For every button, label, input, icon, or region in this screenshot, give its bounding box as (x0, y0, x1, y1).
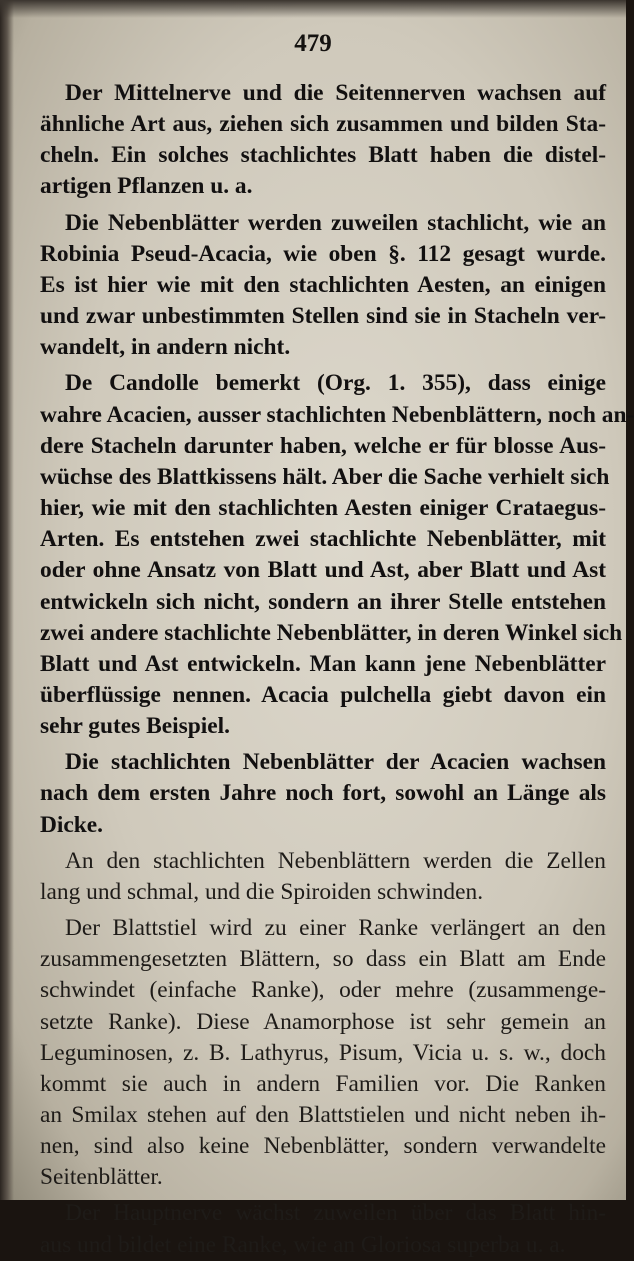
text-line: und zwar unbestimmten Stellen sind sie in Stacheln ver- (40, 303, 606, 330)
text-line: wandelt, in andern nicht. (40, 334, 291, 361)
text-line: Seitenblätter. (40, 1164, 163, 1191)
text-line: Der Blattstiel wird zu einer Ranke verlängert an den (65, 915, 606, 942)
text-line: aus und bildet eine Ranke, wie an Gloriosa superba u. a. (40, 1231, 566, 1258)
text-line: dere Stacheln darunter haben, welche er für blosse Aus- (40, 432, 606, 459)
text-line: überflüssige nennen. Acacia pulchella giebt davon ein (40, 681, 606, 708)
text-line: hier, wie mit den stachlichten Aesten einiger Crataegus- (40, 495, 606, 522)
text-line: wüchse des Blattkissens hält. Aber die Sache verhielt sich (40, 463, 610, 490)
paragraph-5 (40, 846, 606, 908)
text-line: Der Mittelnerve und die Seitennerven wachsen auf (65, 80, 606, 106)
text-line: lang und schmal, und die Spiroiden schwinden. (40, 878, 484, 905)
paragraph-4 (40, 747, 606, 840)
text-line: kommt sie auch in andern Familien vor. Die Ranken (40, 1070, 606, 1097)
text-line: wahre Acacien, ausser stachlichten Nebenblättern, noch an- (40, 401, 634, 428)
text-line: Es ist hier wie mit den stachlichten Aesten, an einigen (40, 271, 606, 298)
text-line: entwickeln sich nicht, sondern an ihrer Stelle entstehen (40, 588, 606, 615)
paragraph-6 (40, 913, 606, 1193)
text-line: nach dem ersten Jahre noch fort, sowohl an Länge als (40, 780, 606, 807)
text-line: zwei andere stachlichte Nebenblätter, in deren Winkel sich (40, 619, 623, 646)
text-line: oder ohne Ansatz von Blatt und Ast, aber Blatt und Ast (40, 557, 606, 584)
text-line: ähnliche Art aus, ziehen sich zusammen und bilden Sta- (40, 111, 606, 138)
text-line: Die stachlichten Nebenblätter der Acacien wachsen (65, 749, 606, 776)
text-line: Die Nebenblätter werden zuweilen stachlicht, wie an (65, 209, 606, 236)
text-line: schwindet (einfache Ranke), oder mehre (zusammenge- (40, 977, 606, 1004)
paragraph-1 (40, 78, 606, 203)
paragraph-2 (40, 208, 606, 364)
paragraph-7 (40, 1198, 606, 1260)
text-line: An den stachlichten Nebenblättern werden die Zellen (65, 847, 606, 874)
text-line: sehr gutes Beispiel. (40, 713, 230, 740)
page-number: 479 (294, 30, 332, 57)
text-line: nen, sind also keine Nebenblätter, sondern verwandelte (40, 1133, 606, 1160)
text-line: Dicke. (40, 811, 104, 838)
text-line: setzte Ranke). Diese Anamorphose ist sehr gemein an (40, 1008, 606, 1035)
text-line: De Candolle bemerkt (Org. 1. 355), dass einige (65, 370, 606, 397)
text-line: Blatt und Ast entwickeln. Man kann jene Nebenblätter (40, 650, 606, 677)
text-line: zusammengesetzten Blättern, so dass ein Blatt am Ende (40, 946, 606, 973)
text-line: artigen Pflanzen u. a. (40, 173, 253, 200)
text-line: cheln. Ein solches stachlichtes Blatt haben die distel- (40, 142, 606, 169)
text-line: an Smilax stehen auf den Blattstielen und nicht neben ih- (40, 1102, 606, 1128)
text-line: Robinia Pseud-Acacia, wie oben §. 112 gesagt wurde. (40, 240, 606, 267)
text-line: Arten. Es entstehen zwei stachlichte Nebenblätter, mit (40, 526, 606, 553)
body-text (40, 78, 634, 1261)
text-line: Der Hauptnerve wächst zuweilen über das Blatt hin- (65, 1200, 606, 1227)
paragraph-3 (40, 368, 634, 742)
text-line: Leguminosen, z. B. Lathyrus, Pisum, Vicia u. s. w., doch (40, 1039, 606, 1066)
